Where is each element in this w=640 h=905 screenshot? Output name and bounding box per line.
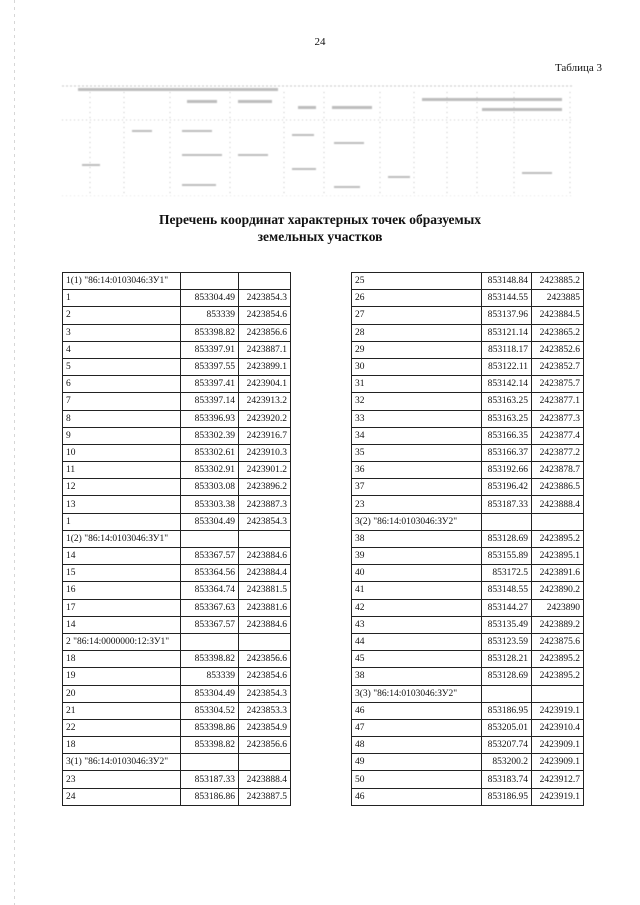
table-row bbox=[352, 462, 584, 479]
table-row bbox=[352, 427, 584, 444]
x-coordinate-cell: 853183.74 bbox=[482, 771, 532, 788]
point-id-cell: 31 bbox=[352, 376, 482, 393]
table-row bbox=[63, 719, 291, 736]
point-id-cell: 40 bbox=[352, 565, 482, 582]
table-row bbox=[352, 376, 584, 393]
y-coordinate-cell: 2423852.7 bbox=[532, 358, 584, 375]
y-coordinate-cell: 2423884.4 bbox=[239, 565, 291, 582]
table-row bbox=[352, 410, 584, 427]
point-id-cell: 50 bbox=[352, 771, 482, 788]
y-coordinate-cell: 2423875.7 bbox=[532, 376, 584, 393]
table-row bbox=[63, 358, 291, 375]
x-coordinate-cell: 853192.66 bbox=[482, 462, 532, 479]
x-coordinate-cell: 853397.91 bbox=[181, 341, 239, 358]
y-coordinate-cell: 2423854.3 bbox=[239, 290, 291, 307]
point-id-cell: 15 bbox=[63, 565, 181, 582]
point-id-cell: 34 bbox=[352, 427, 482, 444]
point-id-cell: 36 bbox=[352, 462, 482, 479]
y-coordinate-cell: 2423890.2 bbox=[532, 582, 584, 599]
table-row bbox=[352, 582, 584, 599]
y-coordinate-cell: 2423895.2 bbox=[532, 668, 584, 685]
point-id-cell: 8 bbox=[63, 410, 181, 427]
x-coordinate-cell: 853166.35 bbox=[482, 427, 532, 444]
x-coordinate-cell: 853302.61 bbox=[181, 444, 239, 461]
x-coordinate-cell: 853398.82 bbox=[181, 737, 239, 754]
point-id-cell: 28 bbox=[352, 324, 482, 341]
point-id-cell: 49 bbox=[352, 754, 482, 771]
point-id-cell: 38 bbox=[352, 668, 482, 685]
table-row bbox=[352, 444, 584, 461]
x-coordinate-cell: 853396.93 bbox=[181, 410, 239, 427]
x-coordinate-cell: 853367.57 bbox=[181, 616, 239, 633]
point-id-cell: 3(3) "86:14:0103046:ЗУ2" bbox=[352, 685, 482, 702]
table-row bbox=[63, 599, 291, 616]
y-coordinate-cell: 2423919.1 bbox=[532, 702, 584, 719]
y-coordinate-cell: 2423887.3 bbox=[239, 496, 291, 513]
table-row bbox=[352, 358, 584, 375]
parcel-header-row bbox=[63, 530, 291, 547]
x-coordinate-cell: 853142.14 bbox=[482, 376, 532, 393]
x-coordinate-cell: 853364.56 bbox=[181, 565, 239, 582]
y-coordinate-cell: 2423877.4 bbox=[532, 427, 584, 444]
x-coordinate-cell bbox=[181, 754, 239, 771]
y-coordinate-cell: 2423854.3 bbox=[239, 513, 291, 530]
table-row bbox=[352, 496, 584, 513]
x-coordinate-cell: 853186.95 bbox=[482, 702, 532, 719]
x-coordinate-cell: 853128.69 bbox=[482, 668, 532, 685]
x-coordinate-cell bbox=[181, 273, 239, 290]
table-row bbox=[352, 788, 584, 805]
point-id-cell: 3(2) "86:14:0103046:ЗУ2" bbox=[352, 513, 482, 530]
y-coordinate-cell: 2423889.2 bbox=[532, 616, 584, 633]
y-coordinate-cell bbox=[532, 685, 584, 702]
x-coordinate-cell: 853118.17 bbox=[482, 341, 532, 358]
x-coordinate-cell: 853166.37 bbox=[482, 444, 532, 461]
point-id-cell: 27 bbox=[352, 307, 482, 324]
y-coordinate-cell: 2423878.7 bbox=[532, 462, 584, 479]
y-coordinate-cell: 2423904.1 bbox=[239, 376, 291, 393]
point-id-cell: 48 bbox=[352, 737, 482, 754]
x-coordinate-cell: 853186.95 bbox=[482, 788, 532, 805]
y-coordinate-cell: 2423854.3 bbox=[239, 685, 291, 702]
table-row bbox=[352, 341, 584, 358]
x-coordinate-cell: 853339 bbox=[181, 307, 239, 324]
table-row bbox=[352, 702, 584, 719]
table-row bbox=[352, 548, 584, 565]
y-coordinate-cell: 2423901.2 bbox=[239, 462, 291, 479]
point-id-cell: 35 bbox=[352, 444, 482, 461]
point-id-cell: 14 bbox=[63, 616, 181, 633]
point-id-cell: 21 bbox=[63, 702, 181, 719]
table-row bbox=[352, 668, 584, 685]
table-row bbox=[352, 771, 584, 788]
y-coordinate-cell: 2423856.6 bbox=[239, 324, 291, 341]
table-row bbox=[352, 393, 584, 410]
table-row bbox=[63, 341, 291, 358]
parcel-header-row bbox=[63, 633, 291, 650]
table-row bbox=[63, 788, 291, 805]
table-row bbox=[352, 565, 584, 582]
x-coordinate-cell: 853123.59 bbox=[482, 633, 532, 650]
x-coordinate-cell: 853128.69 bbox=[482, 530, 532, 547]
y-coordinate-cell: 2423916.7 bbox=[239, 427, 291, 444]
x-coordinate-cell: 853196.42 bbox=[482, 479, 532, 496]
y-coordinate-cell: 2423890 bbox=[532, 599, 584, 616]
x-coordinate-cell: 853144.27 bbox=[482, 599, 532, 616]
point-id-cell: 18 bbox=[63, 737, 181, 754]
x-coordinate-cell: 853397.14 bbox=[181, 393, 239, 410]
y-coordinate-cell: 2423884.6 bbox=[239, 548, 291, 565]
x-coordinate-cell bbox=[181, 530, 239, 547]
table-row bbox=[63, 702, 291, 719]
x-coordinate-cell: 853148.55 bbox=[482, 582, 532, 599]
point-id-cell: 10 bbox=[63, 444, 181, 461]
x-coordinate-cell: 853398.82 bbox=[181, 651, 239, 668]
table-row bbox=[352, 530, 584, 547]
y-coordinate-cell bbox=[239, 754, 291, 771]
table-row bbox=[352, 616, 584, 633]
x-coordinate-cell: 853148.84 bbox=[482, 273, 532, 290]
y-coordinate-cell: 2423895.2 bbox=[532, 651, 584, 668]
point-id-cell: 3(1) "86:14:0103046:ЗУ2" bbox=[63, 754, 181, 771]
y-coordinate-cell: 2423887.5 bbox=[239, 788, 291, 805]
y-coordinate-cell: 2423895.2 bbox=[532, 530, 584, 547]
point-id-cell: 37 bbox=[352, 479, 482, 496]
point-id-cell: 11 bbox=[63, 462, 181, 479]
x-coordinate-cell: 853187.33 bbox=[482, 496, 532, 513]
table-row bbox=[352, 651, 584, 668]
table-row bbox=[352, 273, 584, 290]
x-coordinate-cell: 853207.74 bbox=[482, 737, 532, 754]
table-row bbox=[352, 754, 584, 771]
table-row bbox=[352, 719, 584, 736]
x-coordinate-cell: 853397.55 bbox=[181, 358, 239, 375]
point-id-cell: 20 bbox=[63, 685, 181, 702]
y-coordinate-cell: 2423910.4 bbox=[532, 719, 584, 736]
table-row bbox=[63, 548, 291, 565]
table-row bbox=[352, 599, 584, 616]
x-coordinate-cell: 853364.74 bbox=[181, 582, 239, 599]
y-coordinate-cell: 2423854.9 bbox=[239, 719, 291, 736]
parcel-header-row bbox=[352, 685, 584, 702]
y-coordinate-cell: 2423881.6 bbox=[239, 599, 291, 616]
x-coordinate-cell: 853200.2 bbox=[482, 754, 532, 771]
y-coordinate-cell: 2423854.6 bbox=[239, 668, 291, 685]
y-coordinate-cell: 2423896.2 bbox=[239, 479, 291, 496]
table-row bbox=[63, 496, 291, 513]
y-coordinate-cell: 2423910.3 bbox=[239, 444, 291, 461]
table-row bbox=[63, 479, 291, 496]
x-coordinate-cell: 853187.33 bbox=[181, 771, 239, 788]
y-coordinate-cell: 2423853.3 bbox=[239, 702, 291, 719]
coordinates-table-left bbox=[62, 272, 291, 806]
point-id-cell: 3 bbox=[63, 324, 181, 341]
table-row bbox=[63, 582, 291, 599]
point-id-cell: 45 bbox=[352, 651, 482, 668]
coordinates-table-right bbox=[351, 272, 584, 806]
table-row bbox=[352, 479, 584, 496]
point-id-cell: 29 bbox=[352, 341, 482, 358]
x-coordinate-cell: 853304.49 bbox=[181, 685, 239, 702]
y-coordinate-cell: 2423881.5 bbox=[239, 582, 291, 599]
x-coordinate-cell: 853304.49 bbox=[181, 290, 239, 307]
parcel-header-row bbox=[63, 273, 291, 290]
y-coordinate-cell bbox=[239, 530, 291, 547]
point-id-cell: 16 bbox=[63, 582, 181, 599]
table-row bbox=[63, 376, 291, 393]
y-coordinate-cell: 2423895.1 bbox=[532, 548, 584, 565]
x-coordinate-cell bbox=[482, 513, 532, 530]
x-coordinate-cell: 853398.82 bbox=[181, 324, 239, 341]
x-coordinate-cell: 853397.41 bbox=[181, 376, 239, 393]
section-title-line-2: земельных участков bbox=[257, 229, 383, 244]
y-coordinate-cell: 2423887.1 bbox=[239, 341, 291, 358]
table-row bbox=[63, 651, 291, 668]
y-coordinate-cell: 2423854.6 bbox=[239, 307, 291, 324]
point-id-cell: 22 bbox=[63, 719, 181, 736]
x-coordinate-cell: 853367.63 bbox=[181, 599, 239, 616]
table-row bbox=[63, 668, 291, 685]
point-id-cell: 1 bbox=[63, 513, 181, 530]
scan-edge-artifact bbox=[14, 0, 15, 905]
x-coordinate-cell: 853303.08 bbox=[181, 479, 239, 496]
point-id-cell: 32 bbox=[352, 393, 482, 410]
point-id-cell: 33 bbox=[352, 410, 482, 427]
y-coordinate-cell bbox=[239, 273, 291, 290]
point-id-cell: 42 bbox=[352, 599, 482, 616]
point-id-cell: 1(1) "86:14:0103046:ЗУ1" bbox=[63, 273, 181, 290]
x-coordinate-cell: 853302.91 bbox=[181, 462, 239, 479]
y-coordinate-cell: 2423875.6 bbox=[532, 633, 584, 650]
point-id-cell: 1 bbox=[63, 290, 181, 307]
point-id-cell: 5 bbox=[63, 358, 181, 375]
x-coordinate-cell bbox=[181, 633, 239, 650]
y-coordinate-cell: 2423899.1 bbox=[239, 358, 291, 375]
point-id-cell: 6 bbox=[63, 376, 181, 393]
x-coordinate-cell: 853144.55 bbox=[482, 290, 532, 307]
table-row bbox=[63, 737, 291, 754]
point-id-cell: 14 bbox=[63, 548, 181, 565]
x-coordinate-cell: 853128.21 bbox=[482, 651, 532, 668]
table-row bbox=[63, 427, 291, 444]
point-id-cell: 7 bbox=[63, 393, 181, 410]
x-coordinate-cell: 853339 bbox=[181, 668, 239, 685]
illegible-table bbox=[62, 84, 572, 196]
point-id-cell: 19 bbox=[63, 668, 181, 685]
point-id-cell: 47 bbox=[352, 719, 482, 736]
x-coordinate-cell: 853186.86 bbox=[181, 788, 239, 805]
x-coordinate-cell: 853122.11 bbox=[482, 358, 532, 375]
point-id-cell: 41 bbox=[352, 582, 482, 599]
x-coordinate-cell: 853163.25 bbox=[482, 410, 532, 427]
y-coordinate-cell: 2423885.2 bbox=[532, 273, 584, 290]
x-coordinate-cell bbox=[482, 685, 532, 702]
point-id-cell: 38 bbox=[352, 530, 482, 547]
y-coordinate-cell: 2423920.2 bbox=[239, 410, 291, 427]
x-coordinate-cell: 853137.96 bbox=[482, 307, 532, 324]
table-row bbox=[63, 444, 291, 461]
point-id-cell: 4 bbox=[63, 341, 181, 358]
point-id-cell: 24 bbox=[63, 788, 181, 805]
y-coordinate-cell: 2423865.2 bbox=[532, 324, 584, 341]
x-coordinate-cell: 853135.49 bbox=[482, 616, 532, 633]
x-coordinate-cell: 853303.38 bbox=[181, 496, 239, 513]
point-id-cell: 23 bbox=[63, 771, 181, 788]
point-id-cell: 23 bbox=[352, 496, 482, 513]
parcel-header-row bbox=[63, 754, 291, 771]
point-id-cell: 12 bbox=[63, 479, 181, 496]
parcel-header-row bbox=[352, 513, 584, 530]
y-coordinate-cell: 2423909.1 bbox=[532, 737, 584, 754]
x-coordinate-cell: 853205.01 bbox=[482, 719, 532, 736]
table-row bbox=[352, 633, 584, 650]
x-coordinate-cell: 853121.14 bbox=[482, 324, 532, 341]
table-row bbox=[63, 307, 291, 324]
x-coordinate-cell: 853304.52 bbox=[181, 702, 239, 719]
table-row bbox=[63, 685, 291, 702]
point-id-cell: 44 bbox=[352, 633, 482, 650]
point-id-cell: 13 bbox=[63, 496, 181, 513]
x-coordinate-cell: 853304.49 bbox=[181, 513, 239, 530]
point-id-cell: 39 bbox=[352, 548, 482, 565]
y-coordinate-cell: 2423886.5 bbox=[532, 479, 584, 496]
y-coordinate-cell: 2423919.1 bbox=[532, 788, 584, 805]
y-coordinate-cell: 2423852.6 bbox=[532, 341, 584, 358]
table-row bbox=[63, 513, 291, 530]
point-id-cell: 25 bbox=[352, 273, 482, 290]
y-coordinate-cell: 2423885 bbox=[532, 290, 584, 307]
point-id-cell: 30 bbox=[352, 358, 482, 375]
section-title bbox=[0, 211, 640, 245]
point-id-cell: 17 bbox=[63, 599, 181, 616]
section-title-line-1: Перечень координат характерных точек образуемых bbox=[158, 212, 482, 227]
table-row bbox=[63, 771, 291, 788]
x-coordinate-cell: 853398.86 bbox=[181, 719, 239, 736]
y-coordinate-cell: 2423856.6 bbox=[239, 737, 291, 754]
table-row bbox=[352, 324, 584, 341]
y-coordinate-cell: 2423909.1 bbox=[532, 754, 584, 771]
point-id-cell: 46 bbox=[352, 702, 482, 719]
point-id-cell: 1(2) "86:14:0103046:ЗУ1" bbox=[63, 530, 181, 547]
y-coordinate-cell: 2423884.6 bbox=[239, 616, 291, 633]
point-id-cell: 43 bbox=[352, 616, 482, 633]
x-coordinate-cell: 853367.57 bbox=[181, 548, 239, 565]
table-row bbox=[63, 324, 291, 341]
y-coordinate-cell: 2423913.2 bbox=[239, 393, 291, 410]
table-row bbox=[63, 290, 291, 307]
table-row bbox=[63, 616, 291, 633]
x-coordinate-cell: 853172.5 bbox=[482, 565, 532, 582]
y-coordinate-cell: 2423888.4 bbox=[239, 771, 291, 788]
y-coordinate-cell bbox=[239, 633, 291, 650]
x-coordinate-cell: 853163.25 bbox=[482, 393, 532, 410]
point-id-cell: 46 bbox=[352, 788, 482, 805]
table-row bbox=[352, 307, 584, 324]
y-coordinate-cell: 2423888.4 bbox=[532, 496, 584, 513]
y-coordinate-cell bbox=[532, 513, 584, 530]
table-caption: Таблица 3 bbox=[554, 62, 602, 74]
y-coordinate-cell: 2423877.3 bbox=[532, 410, 584, 427]
table-row bbox=[63, 393, 291, 410]
point-id-cell: 2 bbox=[63, 307, 181, 324]
table-row bbox=[63, 462, 291, 479]
table-row bbox=[352, 290, 584, 307]
y-coordinate-cell: 2423856.6 bbox=[239, 651, 291, 668]
table-row bbox=[63, 565, 291, 582]
y-coordinate-cell: 2423891.6 bbox=[532, 565, 584, 582]
y-coordinate-cell: 2423912.7 bbox=[532, 771, 584, 788]
point-id-cell: 2 "86:14:0000000:12:ЗУ1" bbox=[63, 633, 181, 650]
point-id-cell: 9 bbox=[63, 427, 181, 444]
x-coordinate-cell: 853155.89 bbox=[482, 548, 532, 565]
page-number: 24 bbox=[314, 36, 326, 48]
table-row bbox=[352, 737, 584, 754]
x-coordinate-cell: 853302.39 bbox=[181, 427, 239, 444]
y-coordinate-cell: 2423877.2 bbox=[532, 444, 584, 461]
table-row bbox=[63, 410, 291, 427]
y-coordinate-cell: 2423877.1 bbox=[532, 393, 584, 410]
y-coordinate-cell: 2423884.5 bbox=[532, 307, 584, 324]
point-id-cell: 26 bbox=[352, 290, 482, 307]
point-id-cell: 18 bbox=[63, 651, 181, 668]
